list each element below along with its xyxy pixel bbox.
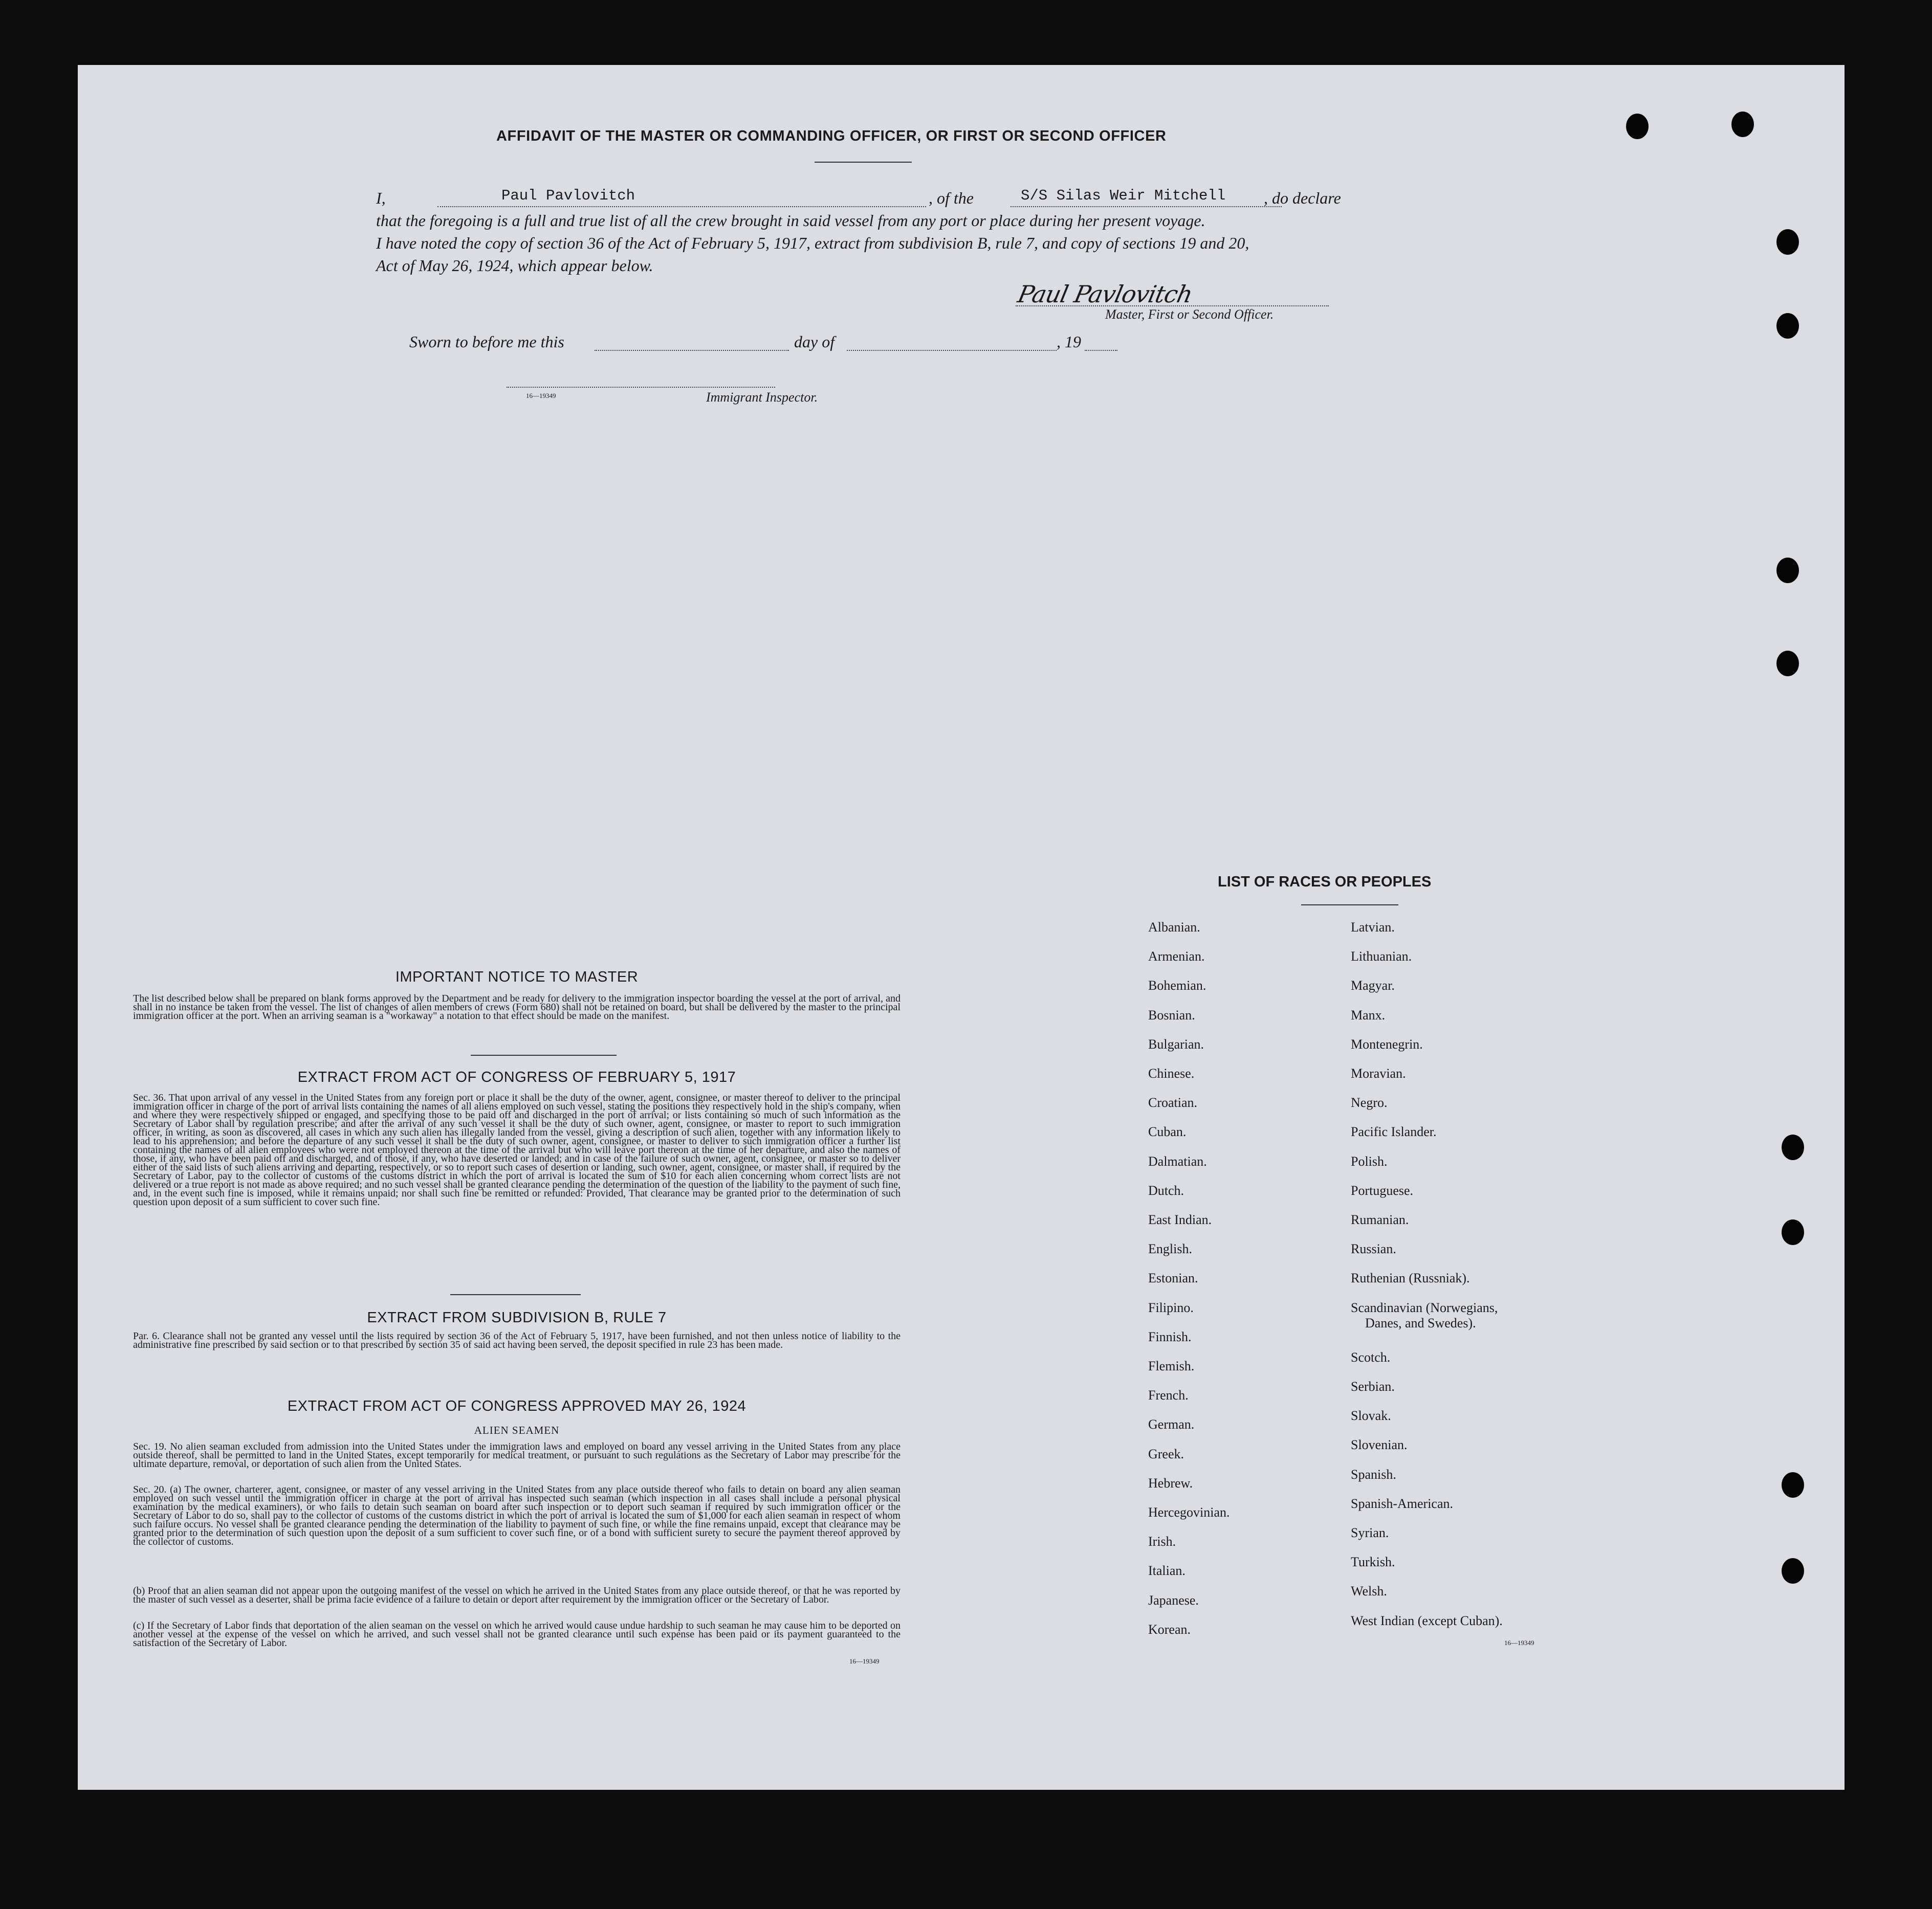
race-item: Hebrew.: [1148, 1476, 1193, 1491]
extract-1917-body: Sec. 36. That upon arrival of any vessel in the United States from any foreign port or place it shall be the duty of the owner, agent, consignee, or master thereof to deliver to the principal immigration officer in charge of the port of arrival lists containing the names of all aliens employed on such vessel, stating the positions they respectively hold in the ship's company, when and where they were respectively shipped or engaged, and specifying those to be paid off and discharged in the port of arrival; or lists containing so much of such information as the Secretary of Labor shall by regulation prescribe; and after the arrival of any such vessel it shall be the duty of such owner, agent, consignee, or master to report to such immigration officer, in writing, as soon as discovered, all cases in which any such alien has illegally landed from the vessel, giving a description of such alien, together with any information likely to lead to his apprehension; and before the departure of any such vessel it shall be the duty of such owner, agent, consignee, or master to deliver to such immigration officer a further list containing the names of all alien employees who were not employed thereon at the time of the arrival but who will leave port thereon at the time of her departure, and also the names of those, if any, who have been paid off and discharged, and of those, if any, who have deserted or landed; and in case of the failure of such owner, agent, consignee, or master so to deliver either of the said lists of such aliens arriving and departing, respectively, or so to report such cases of desertion or landing, such owner, agent, consignee, or master shall, if required by the Secretary of Labor, pay to the collector of customs of the customs district in which the port of arrival is located the sum of $10 for each alien concerning whom correct lists are not delivered or a true report is not made as above required; and no such vessel shall be granted clearance pending the determination of the question of the liability to the payment of such fine, and, in the event such fine is imposed, while it remains unpaid; nor shall such fine be remitted or refunded: Provided, That clearance may be granted prior to the determination of such question upon deposit of a sum sufficient to cover such fine.: [133, 1092, 901, 1208]
race-item: Armenian.: [1148, 949, 1205, 964]
race-item: Rumanian.: [1351, 1212, 1409, 1227]
declaration-line-3: I have noted the copy of section 36 of the Act of February 5, 1917, extract from subdivision B, rule 7, and copy of sections 19 and 20,: [376, 234, 1249, 252]
race-item: Croatian.: [1148, 1095, 1198, 1110]
race-item: Pacific Islander.: [1351, 1124, 1437, 1139]
race-item: Slovenian.: [1351, 1437, 1408, 1452]
race-item: Montenegrin.: [1351, 1037, 1423, 1052]
extract-1924-title: EXTRACT FROM ACT OF CONGRESS APPROVED MAY 26, 1924: [287, 1398, 747, 1414]
race-item: Flemish.: [1148, 1359, 1195, 1373]
race-item: Polish.: [1351, 1154, 1388, 1169]
punch-hole-3: [1776, 229, 1799, 255]
affidavit-title: AFFIDAVIT OF THE MASTER OR COMMANDING OFFICER, OR FIRST OR SECOND OFFICER: [496, 128, 1167, 144]
inspector-line: [507, 387, 775, 388]
sec20a-body: Sec. 20. (a) The owner, charterer, agent, consignee, or master of any vessel arriving in the United States from any place outside thereof who fails to detain on board any alien seaman employed on such vessel until the immigration officer in charge at the port of arrival has inspected such seaman (which inspection in all cases shall include a personal physical examination by the medical examiners), or who fails to detain such seaman on board after such inspection or to deport such seaman if required by such immigration officer or the Secretary of Labor to do so, shall pay to the collector of customs of the customs district in which the port of arrival is located the sum of $1,000 for each alien seaman in respect of whom such failure occurs. No vessel shall be granted clearance pending the determination of the liability to payment of such fine, or while the fine remains unpaid, except that clearance may be granted prior to the determination of such question upon the deposit of a sum sufficient to cover such fine, or of a bond with sufficient surety to secure the payment thereof approved by the collector of customs.: [133, 1484, 901, 1547]
sec20c-body: (c) If the Secretary of Labor finds that deportation of the alien seaman on the vessel on which he arrived would cause undue hardship to such seaman he may cause him to be deported on another vessel at the expense of the vessel on which he arrived, and such vessel shall not be granted clearance until such expense has been paid or its payment guaranteed to the satisfaction of the Secretary of Labor.: [133, 1620, 901, 1649]
race-item: Spanish-American.: [1351, 1496, 1454, 1511]
race-item: Estonian.: [1148, 1271, 1198, 1285]
race-item: Irish.: [1148, 1534, 1176, 1549]
race-item: Serbian.: [1351, 1379, 1395, 1394]
race-item: West Indian (except Cuban).: [1351, 1613, 1503, 1628]
form-number-top: 16—19349: [526, 392, 556, 399]
race-item: Dutch.: [1148, 1183, 1184, 1198]
sworn-prefix: Sworn to before me this: [409, 332, 564, 351]
race-item: Korean.: [1148, 1622, 1191, 1637]
race-item: Latvian.: [1351, 920, 1395, 935]
race-item: English.: [1148, 1241, 1192, 1256]
races-divider: [1301, 904, 1398, 905]
form-number-races: 16—19349: [1504, 1639, 1534, 1647]
master-signature: Paul Pavlovitch: [1015, 280, 1195, 308]
notice-divider: [471, 1055, 617, 1056]
declaration-line-2: that the foregoing is a full and true list of all the crew brought in said vessel from any port or place during her present voyage.: [376, 211, 1205, 230]
race-item: Hercegovinian.: [1148, 1505, 1230, 1520]
race-item: Portuguese.: [1351, 1183, 1414, 1198]
sworn-year-label: , 19: [1057, 332, 1081, 351]
race-item: Russian.: [1351, 1241, 1396, 1256]
sworn-day-line: [595, 350, 789, 351]
declaration-i: I,: [376, 189, 386, 207]
race-item: Moravian.: [1351, 1066, 1406, 1081]
signature-caption: Master, First or Second Officer.: [1105, 307, 1274, 322]
do-declare-label: , do declare: [1264, 189, 1341, 207]
sec20b-body: (b) Proof that an alien seaman did not appear upon the outgoing manifest of the vessel on which he arrived in the United States from any place outside thereof, or that he was reported by the master of such vessel as a deserter, shall be prima facie evidence of a failure to detain or deport after requirement by the immigration officer or the Secretary of Labor.: [133, 1585, 901, 1605]
race-item: Italian.: [1148, 1563, 1185, 1578]
race-item: Ruthenian (Russniak).: [1351, 1271, 1470, 1285]
race-item: Manx.: [1351, 1008, 1386, 1023]
race-item: Spanish.: [1351, 1467, 1396, 1482]
race-item: Bosnian.: [1148, 1008, 1195, 1023]
races-title: LIST OF RACES OR PEOPLES: [1218, 874, 1432, 890]
punch-hole-10: [1782, 1558, 1804, 1584]
race-item: Negro.: [1351, 1095, 1388, 1110]
extract-1917-title: EXTRACT FROM ACT OF CONGRESS OF FEBRUARY 5, 1917: [297, 1069, 736, 1085]
race-item: Filipino.: [1148, 1300, 1194, 1315]
race-item: Lithuanian.: [1351, 949, 1412, 964]
race-item: Bohemian.: [1148, 978, 1206, 993]
punch-hole-1: [1626, 114, 1649, 139]
race-item: Danes, and Swedes).: [1365, 1316, 1476, 1330]
punch-hole-8: [1782, 1219, 1804, 1245]
race-item: Finnish.: [1148, 1329, 1192, 1344]
race-item: Scotch.: [1351, 1350, 1391, 1365]
race-item: German.: [1148, 1417, 1195, 1432]
race-item: Dalmatian.: [1148, 1154, 1207, 1169]
notice-body: The list described below shall be prepared on blank forms approved by the Department and be ready for delivery to the immigration inspector boarding the vessel at the port of arrival, and shall in no instance be taken from the vessel. The list of changes of alien members of crews (Form 680) shall not be retained on board, but shall be delivered by the master to the principal immigration officer at the port. When an arriving seaman is a "workaway" a notation to that effect should be made on the manifest.: [133, 993, 901, 1022]
sworn-month-line: [847, 350, 1057, 351]
punch-hole-6: [1776, 651, 1799, 676]
of-the-label: , of the: [929, 189, 974, 207]
notice-title: IMPORTANT NOTICE TO MASTER: [395, 969, 639, 985]
rule7-body: Par. 6. Clearance shall not be granted any vessel until the lists required by section 36 of the Act of February 5, 1917, have been furnished, and not then unless notice of liability to the administrative fine prescribed by said section or to that prescribed by section 35 of said act having been served, the deposit specified in rule 23 has been made.: [133, 1330, 901, 1350]
race-item: Syrian.: [1351, 1525, 1389, 1540]
race-item: East Indian.: [1148, 1212, 1212, 1227]
inspector-caption: Immigrant Inspector.: [706, 390, 818, 405]
form-number-bottom-left: 16—19349: [849, 1657, 880, 1665]
rule7-title: EXTRACT FROM SUBDIVISION B, RULE 7: [367, 1309, 667, 1326]
race-item: Scandinavian (Norwegians,: [1351, 1300, 1498, 1315]
extract-1917-divider: [450, 1294, 581, 1295]
race-item: Slovak.: [1351, 1408, 1391, 1423]
race-item: Magyar.: [1351, 978, 1395, 993]
sworn-year-line: [1085, 350, 1117, 351]
alien-seamen-subtitle: ALIEN SEAMEN: [474, 1424, 560, 1436]
punch-hole-5: [1776, 558, 1799, 583]
punch-hole-9: [1782, 1472, 1804, 1498]
vessel-name-field: S/S Silas Weir Mitchell: [1021, 187, 1226, 204]
race-item: Bulgarian.: [1148, 1037, 1204, 1052]
race-item: Albanian.: [1148, 920, 1200, 935]
declaration-line-4: Act of May 26, 1924, which appear below.: [376, 256, 653, 275]
sworn-day-label: day of: [794, 332, 835, 351]
punch-hole-4: [1776, 313, 1799, 339]
punch-hole-7: [1782, 1135, 1804, 1160]
race-item: Greek.: [1148, 1447, 1184, 1461]
title-divider: [815, 162, 912, 163]
punch-hole-2: [1731, 112, 1754, 137]
race-item: Cuban.: [1148, 1124, 1187, 1139]
race-item: French.: [1148, 1388, 1189, 1403]
race-item: Turkish.: [1351, 1555, 1395, 1569]
race-item: Welsh.: [1351, 1584, 1387, 1599]
sec19-body: Sec. 19. No alien seaman excluded from admission into the United States under the immigration laws and employed on board any vessel arriving in the United States from any place outside thereof, shall be permitted to land in the United States, except temporarily for medical treatment, or pursuant to such regulations as the Secretary of Labor may prescribe for the ultimate departure, removal, or deportation of such alien from the United States.: [133, 1441, 901, 1470]
race-item: Japanese.: [1148, 1593, 1199, 1608]
race-item: Chinese.: [1148, 1066, 1195, 1081]
master-name-field: Paul Pavlovitch: [501, 187, 635, 204]
